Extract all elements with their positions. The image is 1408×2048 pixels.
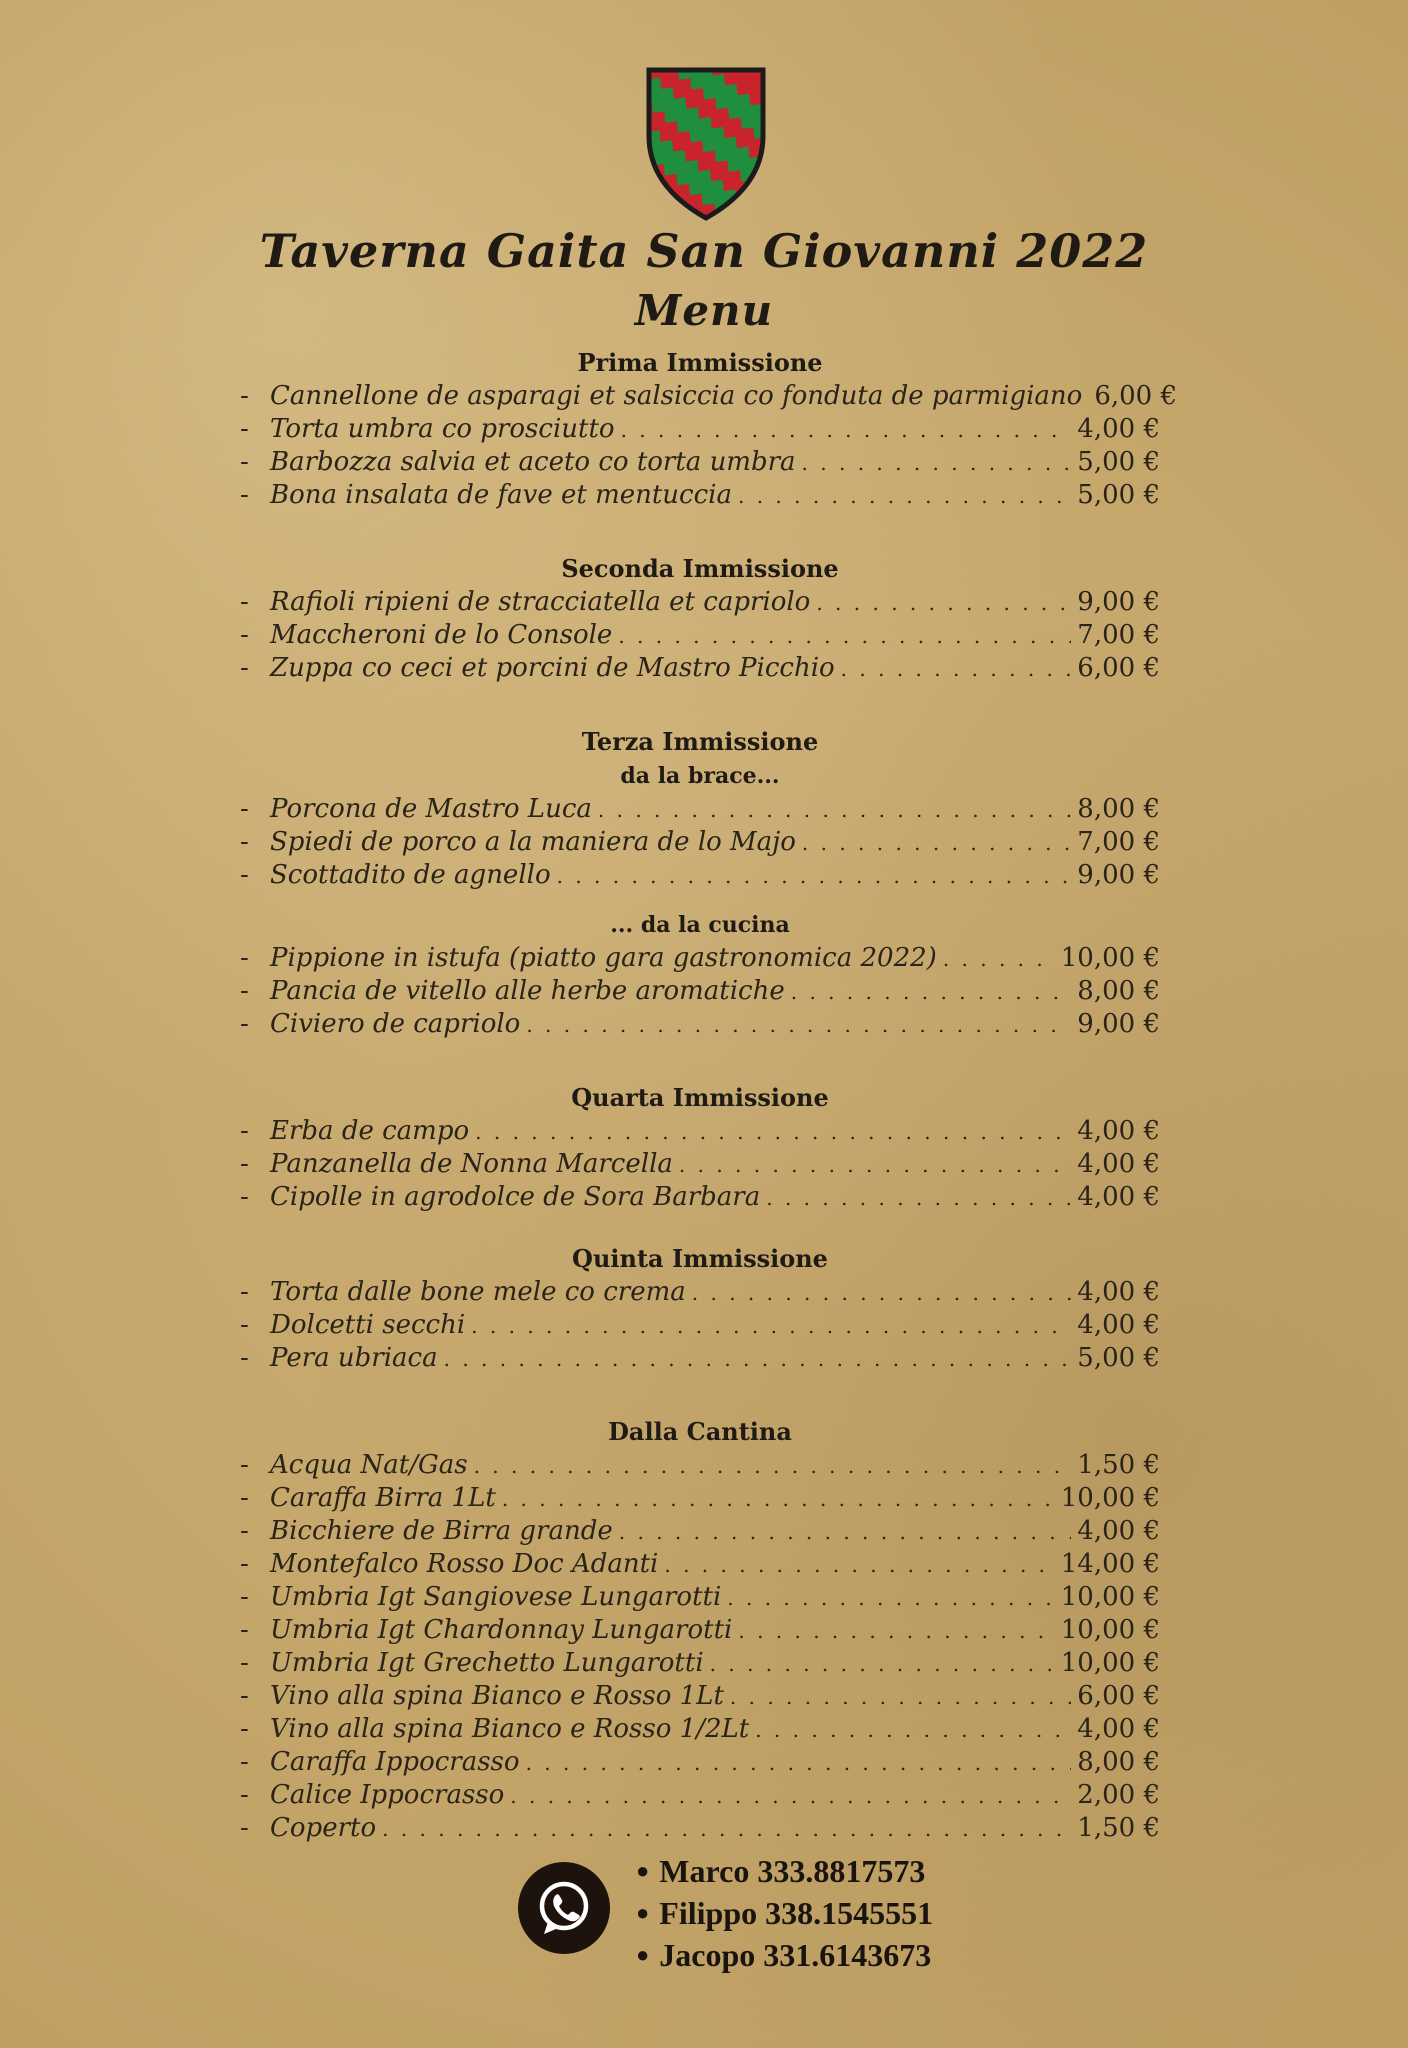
menu-item bbox=[240, 619, 1160, 652]
contact-entry[interactable] bbox=[636, 1850, 933, 1892]
item-dash: - bbox=[240, 1714, 249, 1744]
item-price: 4,00 € bbox=[1077, 1516, 1160, 1546]
item-name: Pancia de vitello alle herbe aromatiche bbox=[270, 976, 785, 1006]
contact-list bbox=[636, 1850, 933, 1976]
item-dash: - bbox=[240, 1582, 249, 1612]
item-name: Acqua Nat/Gas bbox=[270, 1450, 468, 1480]
item-name: Panzanella de Nonna Marcella bbox=[270, 1149, 673, 1179]
item-dash: - bbox=[240, 1277, 249, 1307]
menu-item bbox=[240, 1746, 1160, 1779]
item-price: 10,00 € bbox=[1060, 1648, 1160, 1678]
dot-leader bbox=[766, 1182, 1071, 1215]
menu-item bbox=[240, 1008, 1160, 1041]
menu-item bbox=[240, 413, 1160, 446]
item-name: Montefalco Rosso Doc Adanti bbox=[270, 1549, 659, 1579]
dot-leader bbox=[755, 1714, 1071, 1747]
contact-phone: 338.1545551 bbox=[765, 1895, 934, 1931]
item-dash: - bbox=[240, 414, 249, 444]
item-name: Bicchiere de Birra grande bbox=[270, 1516, 613, 1546]
item-name: Rafioli ripieni de stracciatella et capriolo bbox=[270, 587, 811, 617]
dot-leader bbox=[621, 414, 1072, 447]
menu-list bbox=[240, 346, 1178, 1845]
menu-item bbox=[240, 975, 1160, 1008]
item-name: Scottadito de agnello bbox=[270, 860, 551, 890]
menu-item bbox=[240, 1647, 1160, 1680]
dot-leader bbox=[510, 1780, 1071, 1813]
item-dash: - bbox=[240, 653, 249, 683]
item-name: Cipolle in agrodolce de Sora Barbara bbox=[270, 1182, 761, 1212]
item-price: 6,00 € bbox=[1077, 1681, 1160, 1711]
dot-leader bbox=[502, 1483, 1055, 1516]
section-title: Prima Immissione bbox=[577, 348, 823, 377]
menu-item bbox=[240, 859, 1160, 892]
item-price: 1,50 € bbox=[1077, 1450, 1160, 1480]
item-price: 7,00 € bbox=[1077, 620, 1160, 650]
dot-leader bbox=[474, 1450, 1072, 1483]
item-dash: - bbox=[240, 1483, 249, 1513]
item-name: Erba de campo bbox=[270, 1116, 470, 1146]
item-price: 8,00 € bbox=[1077, 976, 1160, 1006]
dot-leader bbox=[730, 1681, 1071, 1714]
page-title: Taverna Gaita San Giovanni 2022 bbox=[259, 224, 1149, 278]
item-price: 1,50 € bbox=[1077, 1813, 1160, 1843]
menu-item bbox=[240, 1713, 1160, 1746]
item-dash: - bbox=[240, 480, 249, 510]
dot-leader bbox=[598, 794, 1071, 827]
item-dash: - bbox=[240, 1516, 249, 1546]
section-spacer bbox=[240, 892, 1160, 908]
menu-item bbox=[240, 652, 1160, 685]
item-dash: - bbox=[240, 620, 249, 650]
item-dash: - bbox=[240, 1615, 249, 1645]
section-spacer bbox=[240, 512, 1160, 552]
item-name: Bona insalata de fave et mentuccia bbox=[270, 480, 732, 510]
contacts-block bbox=[518, 1850, 978, 1980]
item-price: 4,00 € bbox=[1077, 1714, 1160, 1744]
menu-item bbox=[240, 479, 1160, 512]
menu-item bbox=[240, 1342, 1160, 1375]
menu-item bbox=[240, 1581, 1160, 1614]
contact-name: Marco bbox=[659, 1853, 750, 1889]
item-name: Pera ubriaca bbox=[270, 1343, 438, 1373]
item-name: Barbozza salvia et aceto co torta umbra bbox=[270, 447, 796, 477]
item-price: 4,00 € bbox=[1077, 414, 1160, 444]
menu-item bbox=[240, 1115, 1160, 1148]
dot-leader bbox=[738, 480, 1071, 513]
item-dash: - bbox=[240, 1450, 249, 1480]
item-dash: - bbox=[240, 587, 249, 617]
dot-leader bbox=[618, 620, 1071, 653]
dot-leader bbox=[791, 976, 1072, 1009]
item-name: Cannellone de asparagi et salsiccia co fonduta de parmigiano bbox=[270, 381, 1083, 411]
contact-name: Jacopo bbox=[659, 1937, 756, 1973]
item-dash: - bbox=[240, 1681, 249, 1711]
dot-leader bbox=[382, 1813, 1071, 1846]
item-dash: - bbox=[240, 1549, 249, 1579]
item-name: Umbria Igt Grechetto Lungarotti bbox=[270, 1648, 704, 1678]
item-dash: - bbox=[240, 1149, 249, 1179]
item-dash: - bbox=[240, 1116, 249, 1146]
dot-leader bbox=[619, 1516, 1072, 1549]
item-price: 4,00 € bbox=[1077, 1182, 1160, 1212]
menu-item bbox=[240, 942, 1160, 975]
dot-leader bbox=[943, 943, 1055, 976]
section-title: Dalla Cantina bbox=[608, 1417, 792, 1446]
whatsapp-icon[interactable] bbox=[518, 1862, 610, 1954]
coat-of-arms-icon bbox=[645, 66, 767, 222]
dot-leader bbox=[738, 1615, 1054, 1648]
item-dash: - bbox=[240, 943, 249, 973]
item-name: Vino alla spina Bianco e Rosso 1/2Lt bbox=[270, 1714, 750, 1744]
item-name: Dolcetti secchi bbox=[270, 1310, 466, 1340]
item-price: 10,00 € bbox=[1060, 1615, 1160, 1645]
contact-entry[interactable] bbox=[636, 1934, 933, 1976]
item-name: Maccheroni de lo Console bbox=[270, 620, 613, 650]
dot-leader bbox=[816, 587, 1071, 620]
menu-item bbox=[240, 1181, 1160, 1214]
item-price: 6,00 € bbox=[1094, 381, 1178, 411]
item-name: Spiedi de porco a la maniera de lo Majo bbox=[270, 827, 796, 857]
item-dash: - bbox=[240, 1343, 249, 1373]
contact-entry[interactable] bbox=[636, 1892, 933, 1934]
contact-phone: 331.6143673 bbox=[763, 1937, 932, 1973]
item-price: 10,00 € bbox=[1060, 943, 1160, 973]
section-title: Terza Immissione bbox=[581, 727, 819, 756]
bullet-icon: ● bbox=[636, 1858, 650, 1883]
item-price: 5,00 € bbox=[1077, 447, 1160, 477]
item-name: Torta dalle bone mele co crema bbox=[270, 1277, 686, 1307]
item-price: 5,00 € bbox=[1077, 480, 1160, 510]
item-dash: - bbox=[240, 860, 249, 890]
item-name: Caraffa Ippocrasso bbox=[270, 1747, 520, 1777]
item-dash: - bbox=[240, 1747, 249, 1777]
section-title: Seconda Immissione bbox=[561, 554, 839, 583]
item-price: 9,00 € bbox=[1077, 587, 1160, 617]
item-dash: - bbox=[240, 976, 249, 1006]
item-price: 8,00 € bbox=[1077, 1747, 1160, 1777]
dot-leader bbox=[841, 653, 1072, 686]
item-name: Calice Ippocrasso bbox=[270, 1780, 505, 1810]
item-price: 5,00 € bbox=[1077, 1343, 1160, 1373]
menu-item bbox=[240, 1812, 1160, 1845]
item-price: 9,00 € bbox=[1077, 860, 1160, 890]
item-price: 4,00 € bbox=[1077, 1310, 1160, 1340]
item-price: 10,00 € bbox=[1060, 1582, 1160, 1612]
item-price: 9,00 € bbox=[1077, 1009, 1160, 1039]
item-name: Vino alla spina Bianco e Rosso 1Lt bbox=[270, 1681, 724, 1711]
item-price: 4,00 € bbox=[1077, 1116, 1160, 1146]
item-name: Zuppa co ceci et porcini de Mastro Picchio bbox=[270, 653, 835, 683]
dot-leader bbox=[471, 1310, 1071, 1343]
item-price: 4,00 € bbox=[1077, 1277, 1160, 1307]
section-spacer bbox=[240, 1214, 1160, 1242]
item-dash: - bbox=[240, 1310, 249, 1340]
menu-item bbox=[240, 1548, 1160, 1581]
dot-leader bbox=[526, 1009, 1071, 1042]
menu-item bbox=[240, 1614, 1160, 1647]
contact-name: Filippo bbox=[659, 1895, 758, 1931]
menu-item bbox=[240, 586, 1160, 619]
item-dash: - bbox=[240, 1009, 249, 1039]
subsection-title: ... da la cucina bbox=[610, 912, 790, 938]
menu-item bbox=[240, 1309, 1160, 1342]
dot-leader bbox=[664, 1549, 1054, 1582]
dot-leader bbox=[710, 1648, 1055, 1681]
dot-leader bbox=[444, 1343, 1072, 1376]
item-name: Pippione in istufa (piatto gara gastronomica 2022) bbox=[270, 943, 937, 973]
bullet-icon: ● bbox=[636, 1942, 650, 1967]
item-name: Porcona de Mastro Luca bbox=[270, 794, 592, 824]
dot-leader bbox=[692, 1277, 1072, 1310]
item-name: Umbria Igt Chardonnay Lungarotti bbox=[270, 1615, 733, 1645]
page-subtitle: Menu bbox=[634, 286, 774, 335]
item-name: Torta umbra co prosciutto bbox=[270, 414, 615, 444]
item-name: Civiero de capriolo bbox=[270, 1009, 521, 1039]
menu-item bbox=[240, 1779, 1160, 1812]
section-title: Quinta Immissione bbox=[572, 1244, 828, 1273]
dot-leader bbox=[557, 860, 1072, 893]
menu-item bbox=[240, 446, 1160, 479]
item-dash: - bbox=[240, 1813, 249, 1843]
item-price: 2,00 € bbox=[1077, 1780, 1160, 1810]
item-dash: - bbox=[240, 1780, 249, 1810]
section-spacer bbox=[240, 1375, 1160, 1415]
item-name: Coperto bbox=[270, 1813, 377, 1843]
section-spacer bbox=[240, 1041, 1160, 1081]
contact-phone: 333.8817573 bbox=[757, 1853, 926, 1889]
dot-leader bbox=[526, 1747, 1072, 1780]
item-price: 6,00 € bbox=[1077, 653, 1160, 683]
item-name: Umbria Igt Sangiovese Lungarotti bbox=[270, 1582, 722, 1612]
item-dash: - bbox=[240, 1648, 249, 1678]
item-name: Caraffa Birra 1Lt bbox=[270, 1483, 496, 1513]
item-price: 10,00 € bbox=[1060, 1483, 1160, 1513]
section-title: Quarta Immissione bbox=[571, 1083, 829, 1112]
dot-leader bbox=[727, 1582, 1054, 1615]
menu-item bbox=[240, 793, 1160, 826]
item-price: 8,00 € bbox=[1077, 794, 1160, 824]
menu-item bbox=[240, 1276, 1160, 1309]
menu-item bbox=[240, 380, 1178, 413]
menu-item bbox=[240, 1515, 1160, 1548]
dot-leader bbox=[475, 1116, 1071, 1149]
item-dash: - bbox=[240, 1182, 249, 1212]
dot-leader bbox=[802, 447, 1072, 480]
menu-item bbox=[240, 826, 1160, 859]
menu-item bbox=[240, 1680, 1160, 1713]
menu-item bbox=[240, 1482, 1160, 1515]
item-dash: - bbox=[240, 827, 249, 857]
item-dash: - bbox=[240, 794, 249, 824]
dot-leader bbox=[679, 1149, 1071, 1182]
menu-item bbox=[240, 1148, 1160, 1181]
item-price: 7,00 € bbox=[1077, 827, 1160, 857]
item-price: 4,00 € bbox=[1077, 1149, 1160, 1179]
subsection-title: da la brace... bbox=[620, 763, 780, 789]
item-dash: - bbox=[240, 447, 249, 477]
section-spacer bbox=[240, 685, 1160, 725]
menu-item bbox=[240, 1449, 1160, 1482]
bullet-icon: ● bbox=[636, 1900, 650, 1925]
item-dash: - bbox=[240, 381, 249, 411]
dot-leader bbox=[802, 827, 1071, 860]
item-price: 14,00 € bbox=[1060, 1549, 1160, 1579]
